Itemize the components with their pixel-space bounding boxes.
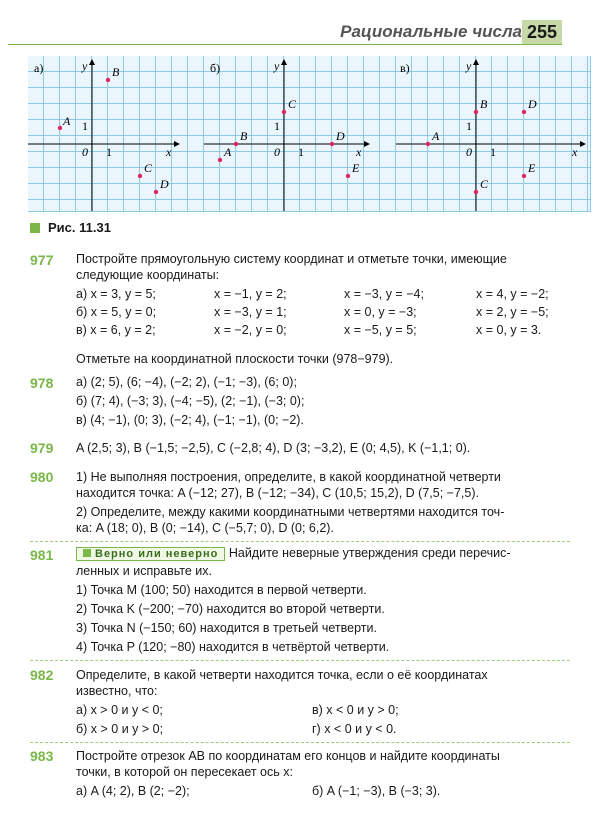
ex980-line-1: 1) Не выполняя построения, определите, в какой координатной четверти [76,470,501,484]
point-b-D [330,142,334,146]
separator [30,742,570,743]
point-b-A [218,158,222,162]
ex977-c-4: x = 0, y = 3. [476,323,542,337]
ex982-text-2: известно, что: [76,684,158,698]
panel-a-one-y: 1 [82,119,88,133]
ex977-b-2: x = −3, y = 1; [214,305,287,319]
point-c-E [522,174,526,178]
panel-c-x: x [572,145,578,159]
label-a-C: C [144,161,153,175]
label-a-B: B [112,65,120,79]
exercise-number-979: 979 [30,440,54,456]
panel-a-y: y [82,59,88,73]
figure-caption [30,220,111,235]
panel-a-label: а) [34,61,44,75]
ex977-c-3: x = −5, y = 5; [344,323,417,337]
point-b-C [282,110,286,114]
ex977-a-4: x = 4, y = −2; [476,287,549,301]
ex981-item-1: 1) Точка M (100; 50) находится в первой четверти. [76,583,367,597]
panel-c-one-y: 1 [466,119,472,133]
panel-c-y: y [466,59,472,73]
ex980-line-2: находится точка: A (−12; 27), B (−12; −34), C (10,5; 15,2), D (7,5; −7,5). [76,486,479,500]
panel-c-label: в) [400,61,410,75]
ex981-heading [76,546,511,561]
point-c-C [474,190,478,194]
label-b-A: A [224,145,232,159]
true-false-badge [76,547,225,561]
separator [30,541,570,542]
ex977-c-1: в) x = 6, y = 2; [76,323,156,337]
label-c-A: A [432,129,440,143]
exercise-number-977: 977 [30,252,54,268]
ex981-item-2: 2) Точка K (−200; −70) находится во второй четверти. [76,602,385,616]
ex977-c-2: x = −2, y = 0; [214,323,287,337]
ex977-b-4: x = 2, y = −5; [476,305,549,319]
coordinate-figure [28,56,591,212]
panel-c-zero: 0 [466,145,472,159]
label-a-A: A [63,114,71,128]
point-a-C [138,174,142,178]
ex983-text-1: Постройте отрезок AB по координатам его концов и найдите координаты [76,749,500,763]
ex981-text-2: ленных и исправьте их. [76,564,213,578]
ex983-opt-a: а) A (4; 2), B (2; −2); [76,784,190,798]
label-b-D: D [336,129,345,143]
panel-a-one-x: 1 [106,145,112,159]
point-a-D [154,190,158,194]
section-title: Рациональные числа [340,22,522,41]
header-rule [8,44,562,45]
ex977-b-1: б) x = 5, y = 0; [76,305,157,319]
ex982-opt-b: б) x > 0 и y > 0; [76,722,164,736]
ex977-text-1: Постройте прямоугольную систему координат и отметьте точки, имеющие [76,252,507,266]
separator [30,660,570,661]
panel-b [204,59,370,211]
page-number: 255 [522,20,562,44]
exercise-number-981: 981 [30,547,54,563]
ex977-a-2: x = −1, y = 2; [214,287,287,301]
badge-marker [83,549,91,557]
label-a-D: D [160,177,169,191]
point-a-B [106,78,110,82]
ex981-item-4: 4) Точка P (120; −80) находится в четвёртой четверти. [76,640,390,654]
point-c-D [522,110,526,114]
panel-c-one-x: 1 [490,145,496,159]
ex977-row-c [76,323,576,339]
ex981-text-1: Найдите неверные утверждения среди перечис- [228,546,511,560]
ex979-text: A (2,5; 3), B (−1,5; −2,5), C (−2,8; 4), D (3; −3,2), E (0; 4,5), K (−1,1; 0). [76,441,471,455]
point-a-A [58,126,62,130]
badge-text: Верно или неверно [95,548,219,560]
ex982-text-1: Определите, в какой четверти находится точка, если о её координатах [76,668,488,682]
exercise-number-983: 983 [30,748,54,764]
panel-b-y: y [274,59,280,73]
exercise-number-980: 980 [30,469,54,485]
ex977-text-2: следующие координаты: [76,268,220,282]
ex978-row-a: а) (2; 5), (6; −4), (−2; 2), (−1; −3), (6; 0); [76,375,297,389]
ex977-row-a [76,287,576,303]
coordinate-planes [28,56,590,211]
panel-a-x: x [166,145,172,159]
ex981-item-3: 3) Точка N (−150; 60) находится в третьей четверти. [76,621,377,635]
ex983-opt-b: б) A (−1; −3), B (−3; 3). [312,784,441,798]
point-b-B [234,142,238,146]
label-c-C: C [480,177,489,191]
label-c-B: B [480,97,488,111]
panel-c [396,59,586,211]
panel-a [28,59,180,211]
label-c-D: D [528,97,537,111]
panel-a-zero: 0 [82,145,88,159]
ex980-line-3: 2) Определите, между какими координатными четвертями находится точ- [76,505,505,519]
caption-marker [30,223,40,233]
panel-b-one-y: 1 [274,119,280,133]
panel-b-label: б) [210,61,221,75]
ex980-line-4: ка: A (18; 0), B (0; −14), C (−5,7; 0), D (0; 6,2). [76,521,334,535]
label-b-C: C [288,97,297,111]
point-b-E [346,174,350,178]
point-c-A [426,142,430,146]
ex983-text-2: точки, в которой он пересекает ось x: [76,765,293,779]
caption-text: Рис. 11.31 [48,220,111,235]
ex977-b-3: x = 0, y = −3; [344,305,417,319]
exercise-number-982: 982 [30,667,54,683]
ex982-opt-g: г) x < 0 и y < 0. [312,722,397,736]
ex977-note: Отметьте на координатной плоскости точки (978−979). [76,352,394,366]
ex977-a-1: а) x = 3, y = 5; [76,287,156,301]
panel-b-zero: 0 [274,145,280,159]
exercise-number-978: 978 [30,375,54,391]
ex978-row-b: б) (7; 4), (−3; 3), (−4; −5), (2; −1), (−3; 0); [76,394,305,408]
label-b-E: E [352,161,360,175]
ex982-opt-a: а) x > 0 и y < 0; [76,703,163,717]
label-b-B: B [240,129,248,143]
ex977-a-3: x = −3, y = −4; [344,287,424,301]
page-header [0,14,600,48]
panel-b-one-x: 1 [298,145,304,159]
ex982-opt-v: в) x < 0 и y > 0; [312,703,399,717]
ex977-row-b [76,305,576,321]
label-c-E: E [528,161,536,175]
point-c-B [474,110,478,114]
panel-b-x: x [356,145,362,159]
ex978-row-c: в) (4; −1), (0; 3), (−2; 4), (−1; −1), (0; −2). [76,413,304,427]
